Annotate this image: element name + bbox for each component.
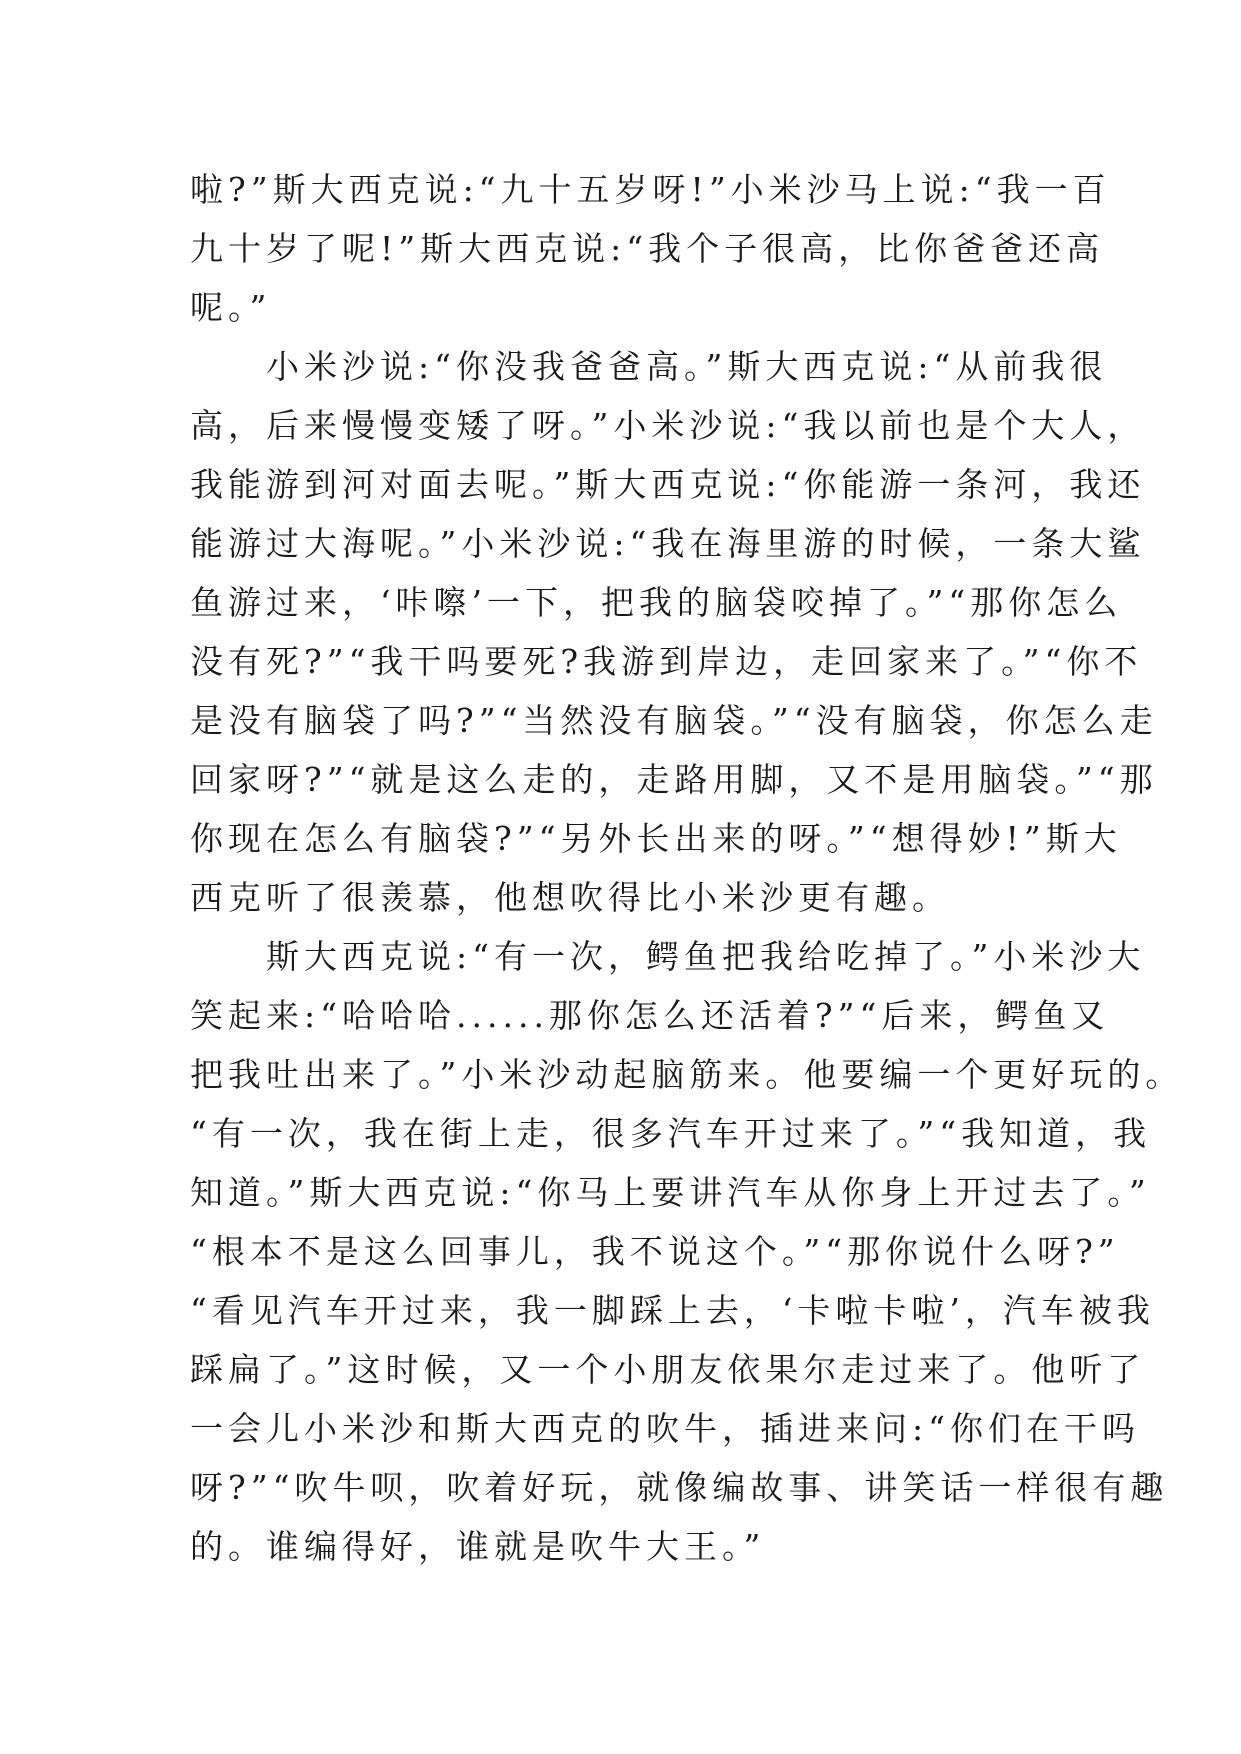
text-line: 呢。” (190, 288, 272, 327)
text-line: 没有死?”“我干吗要死?我游到岸边，走回家来了。”“你不 (190, 642, 1143, 681)
text-line: 西克听了很羡慕，他想吹得比小米沙更有趣。 (190, 878, 950, 917)
text-line: 把我吐出来了。”小米沙动起脑筋来。他要编一个更好玩的。 (190, 1055, 1184, 1094)
text-line: 我能游到河对面去呢。”斯大西克说:“你能游一条河，我还 (190, 465, 1146, 504)
text-line: 知道。”斯大西克说:“你马上要讲汽车从你身上开过去了。” (190, 1173, 1151, 1212)
text-line: 的。谁编得好，谁就是吹牛大王。” (190, 1527, 766, 1566)
text-line: 是没有脑袋了吗?”“当然没有脑袋。”“没有脑袋，你怎么走 (190, 701, 1158, 740)
text-line: 啦?”斯大西克说:“九十五岁呀!”小米沙马上说:“我一百 (190, 170, 1111, 209)
text-line: “根本不是这么回事儿，我不说这个。”“那你说什么呀?” (190, 1232, 1120, 1271)
text-line: “有一次，我在街上走，很多汽车开过来了。”“我知道，我 (190, 1114, 1152, 1153)
text-line: “看见汽车开过来，我一脚踩上去，‘卡啦卡啦’，汽车被我 (190, 1291, 1155, 1330)
text-line: 九十岁了呢!”斯大西克说:“我个子很高，比你爸爸还高 (190, 229, 1105, 268)
text-line: 笑起来:“哈哈哈......那你怎么还活着?”“后来，鳄鱼又 (190, 996, 1110, 1035)
text-line: 呀?”“吹牛呗，吹着好玩，就像编故事、讲笑话一样很有趣 (190, 1468, 1169, 1507)
text-line: 踩扁了。”这时候，又一个小朋友依果尔走过来了。他听了 (190, 1350, 1146, 1389)
text-line: 鱼游过来，‘咔嚓’一下，把我的脑袋咬掉了。”“那你怎么 (190, 583, 1123, 622)
text-line: 回家呀?”“就是这么走的，走路用脚，又不是用脑袋。”“那 (190, 760, 1158, 799)
text-line: 一会儿小米沙和斯大西克的吹牛，插进来问:“你们在干吗 (190, 1409, 1140, 1448)
text-line: 你现在怎么有脑袋?”“另外长出来的呀。”“想得妙!”斯大 (190, 819, 1122, 858)
paragraph-start-line: 小米沙说:“你没我爸爸高。”斯大西克说:“从前我很 (190, 347, 1108, 386)
paragraph-start-line: 斯大西克说:“有一次，鳄鱼把我给吃掉了。”小米沙大 (190, 937, 1146, 976)
text-line: 高，后来慢慢变矮了呀。”小米沙说:“我以前也是个大人， (190, 406, 1146, 445)
text-line: 能游过大海呢。”小米沙说:“我在海里游的时候，一条大鲨 (190, 524, 1146, 563)
body-text (190, 160, 1184, 1576)
